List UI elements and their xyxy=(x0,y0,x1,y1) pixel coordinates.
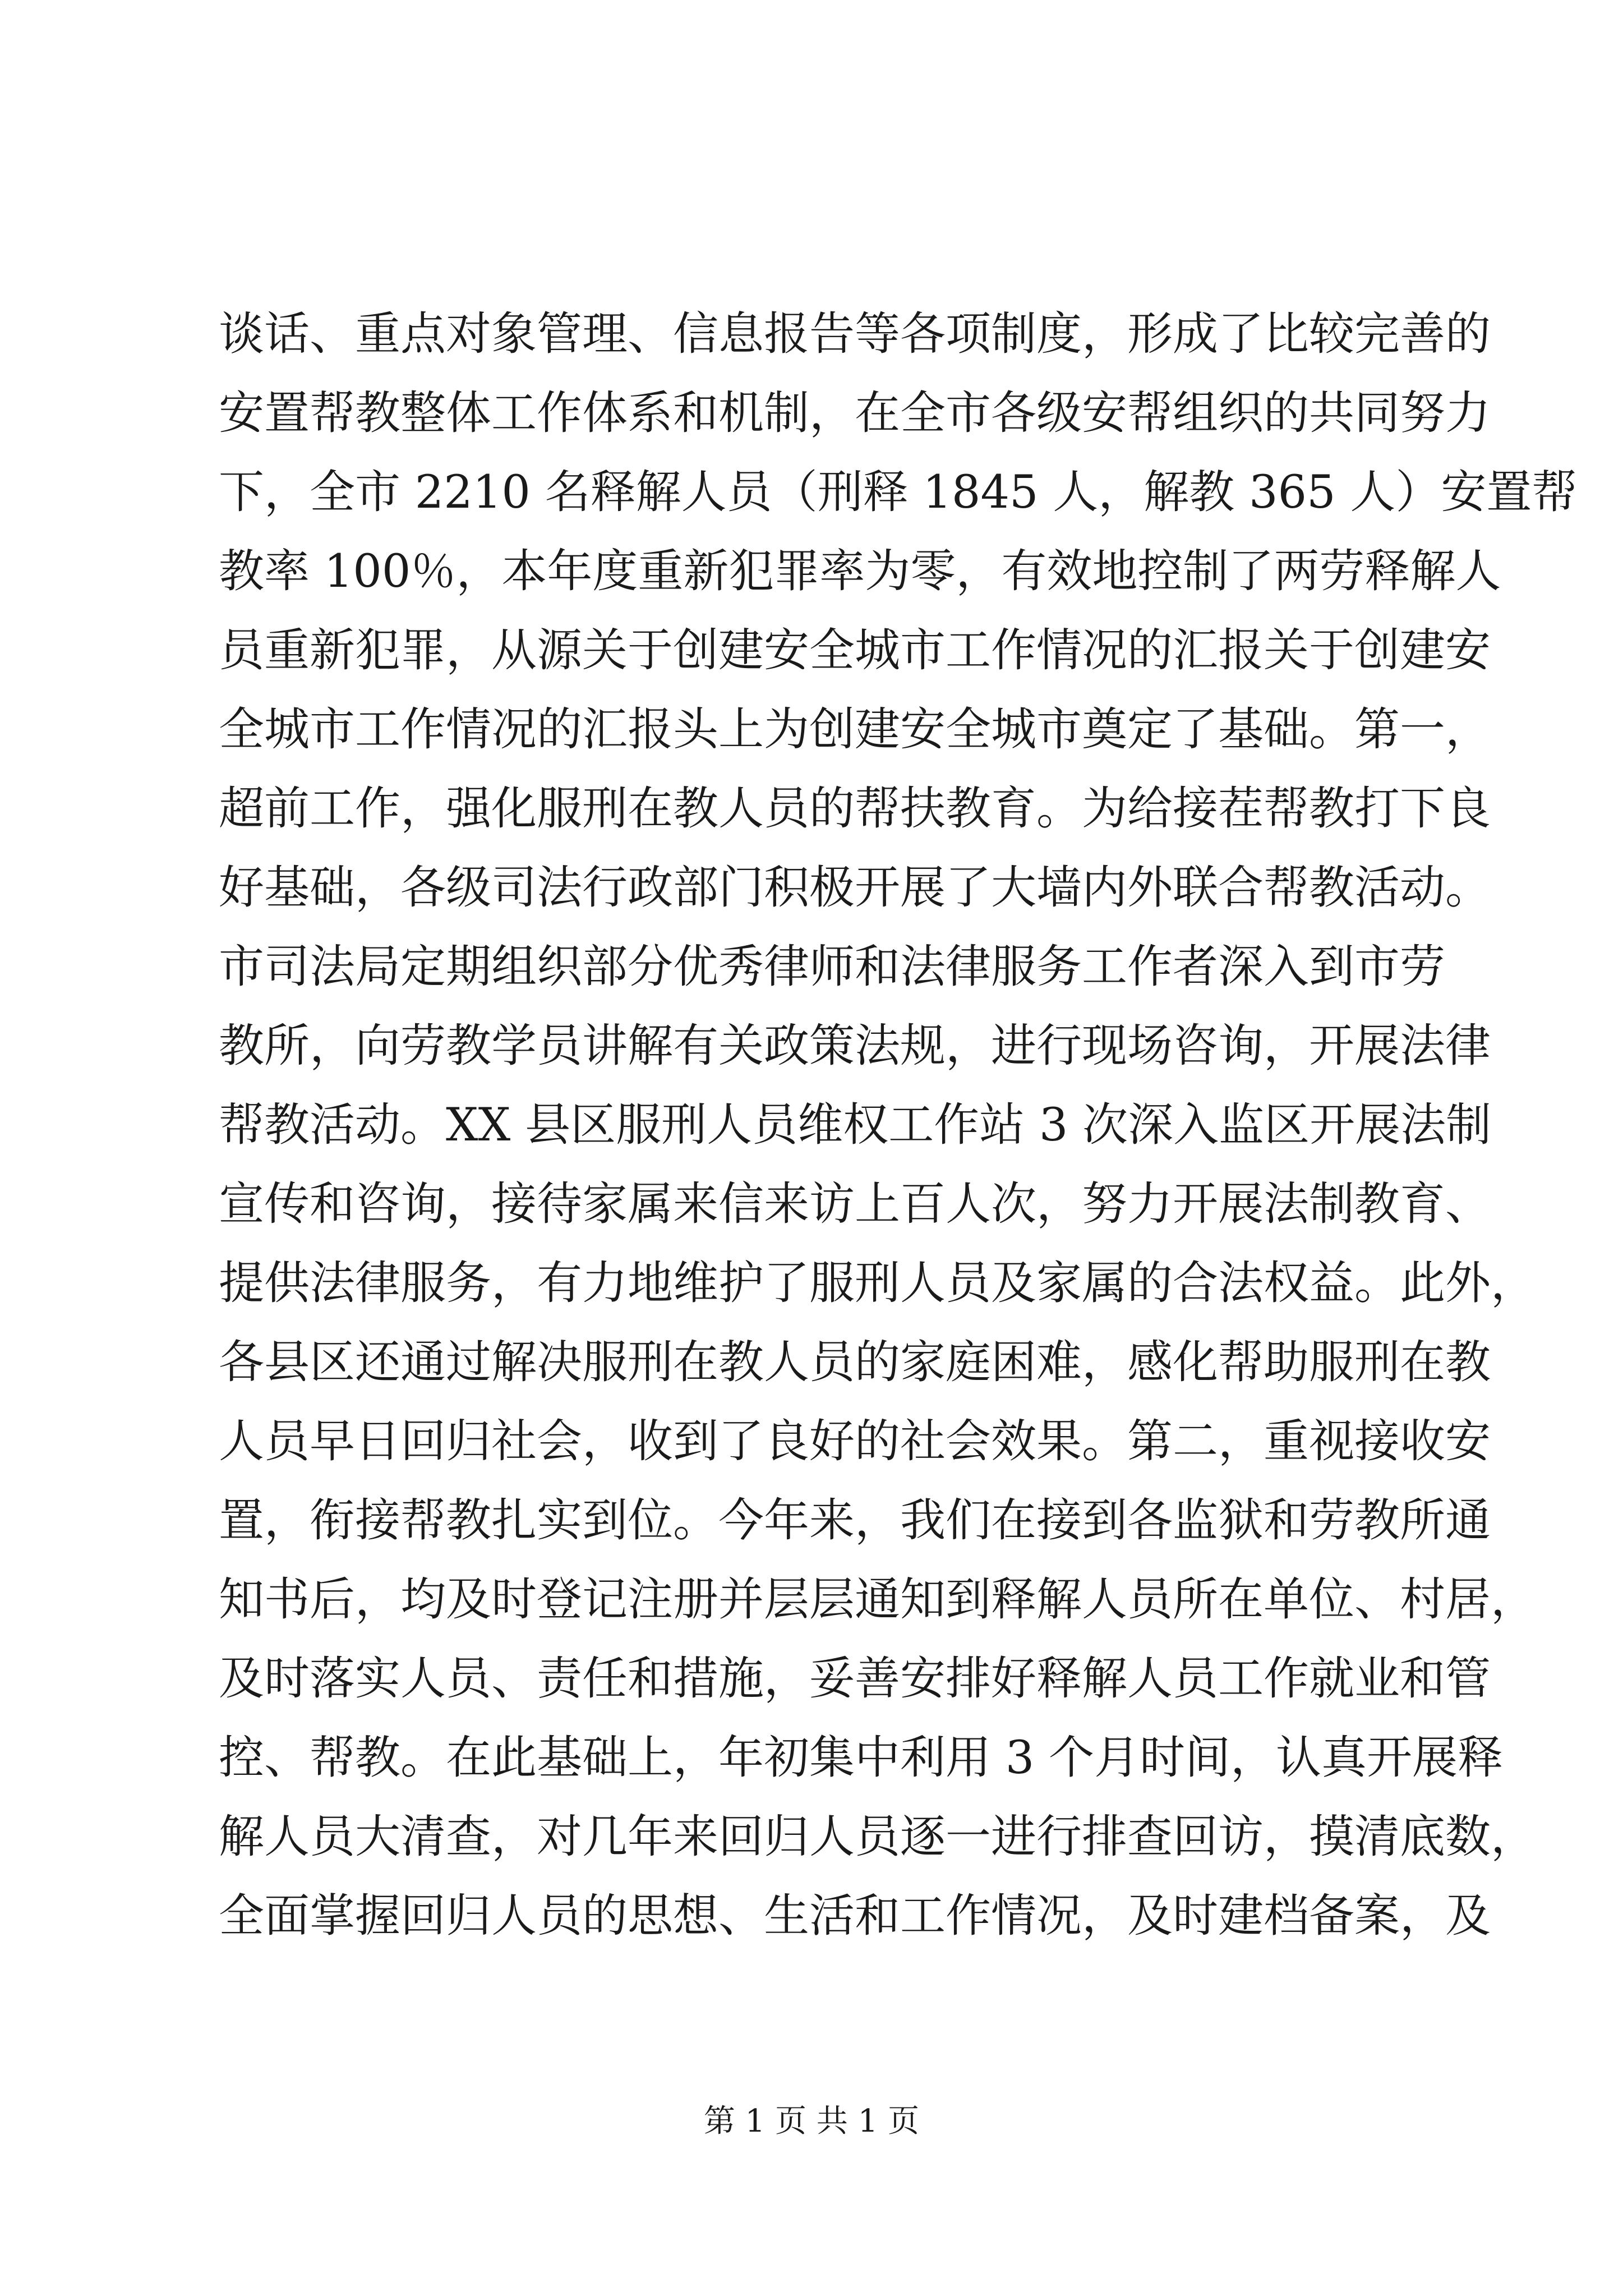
text-line: 谈话、重点对象管理、信息报告等各项制度，形成了比较完善的 xyxy=(219,308,1491,361)
text-line: 置，衔接帮教扎实到位。今年来，我们在接到各监狱和劳教所通 xyxy=(219,1494,1491,1547)
text-line: 员重新犯罪，从源关于创建安全城市工作情况的汇报关于创建安 xyxy=(219,624,1491,677)
text-line: 教率 100％，本年度重新犯罪率为零，有效地控制了两劳释解人 xyxy=(219,545,1501,598)
text-line: 解人员大清查，对几年来回归人员逐一进行排查回访，摸清底数， xyxy=(219,1811,1537,1864)
text-line: 控、帮教。在此基础上，年初集中利用 3 个月时间，认真开展释 xyxy=(219,1732,1504,1784)
text-line: 全城市工作情况的汇报头上为创建安全城市奠定了基础。第一， xyxy=(219,703,1491,756)
text-line: 及时落实人员、责任和措施，妥善安排好释解人员工作就业和管 xyxy=(219,1653,1491,1705)
page-footer: 第 1 页 共 1 页 xyxy=(703,2103,920,2139)
text-line: 超前工作，强化服刑在教人员的帮扶教育。为给接茬帮教打下良 xyxy=(219,783,1491,835)
text-line: 提供法律服务，有力地维护了服刑人员及家属的合法权益。此外， xyxy=(219,1257,1537,1310)
text-line: 人员早日回归社会，收到了良好的社会效果。第二，重视接收安 xyxy=(219,1415,1491,1468)
text-line: 全面掌握回归人员的思想、生活和工作情况，及时建档备案，及 xyxy=(219,1890,1491,1943)
text-line: 教所，向劳教学员讲解有关政策法规，进行现场咨询，开展法律 xyxy=(219,1020,1491,1073)
text-line: 好基础，各级司法行政部门积极开展了大墙内外联合帮教活动。 xyxy=(219,862,1491,914)
text-line: 宣传和咨询，接待家属来信来访上百人次，努力开展法制教育、 xyxy=(219,1178,1491,1231)
text-line: 安置帮教整体工作体系和机制，在全市各级安帮组织的共同努力 xyxy=(219,387,1491,440)
text-line: 市司法局定期组织部分优秀律师和法律服务工作者深入到市劳 xyxy=(219,941,1446,993)
text-line: 各县区还通过解决服刑在教人员的家庭困难，感化帮助服刑在教 xyxy=(219,1336,1491,1389)
text-line: 知书后，均及时登记注册并层层通知到释解人员所在单位、村居， xyxy=(219,1573,1537,1626)
text-line: 帮教活动。XX 县区服刑人员维权工作站 3 次深入监区开展法制 xyxy=(219,1099,1492,1152)
text-line: 下，全市 2210 名释解人员（刑释 1845 人，解教 365 人）安置帮 xyxy=(219,466,1578,519)
